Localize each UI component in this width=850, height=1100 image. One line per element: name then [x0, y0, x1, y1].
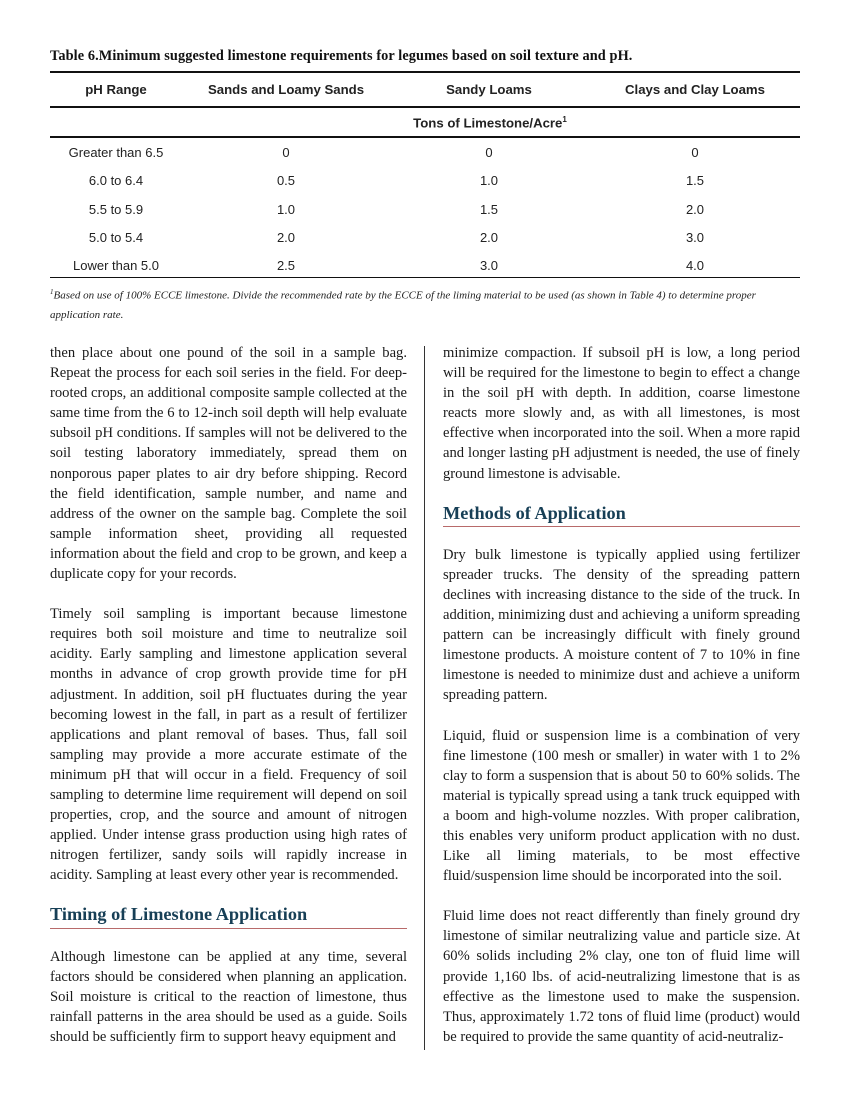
cell-sandy-loams: 1.0	[479, 173, 499, 188]
table-top-rule	[50, 71, 800, 73]
cell-ph: 5.0 to 5.4	[88, 230, 144, 245]
body-paragraph: then place about one pound of the soil in a sample bag. Repeat the process for each soil series in the field. For deep-rooted crops, an additional composite sample collected at the same time from the 6 to 12-inch soil depth will help evaluate subsoil pH conditions. If samples will not be delivered to the soil testing laboratory immediately, spread them on nonporous paper plates to air dry before shipping. Record the field identification, sample number, and name and address of the owner on the sample bag. Complete the soil sample information sheet, providing all requested information about the field and crop to be grown, and keep a duplicate copy for your records.	[50, 345, 407, 583]
header-rule	[50, 106, 800, 108]
cell-sands: 2.5	[276, 258, 296, 273]
header-sandy-loams: Sandy Loams	[446, 82, 532, 97]
cell-sandy-loams: 0	[485, 145, 493, 160]
right-column	[443, 343, 800, 1047]
header-clays: Clays and Clay Loams	[625, 82, 765, 97]
cell-sandy-loams: 1.5	[479, 202, 499, 217]
body-paragraph: Although limestone can be applied at any time, several factors should be considered when planning an application. Soil moisture is critical to the reaction of limestone, thus rainfall patterns in the area should be used as a guide. Soils should be sufficiently firm to support heavy equipment and	[50, 948, 407, 1045]
left-column	[50, 343, 407, 1047]
cell-ph: Lower than 5.0	[72, 258, 159, 273]
header-sands: Sands and Loamy Sands	[207, 82, 365, 97]
body-paragraph: Dry bulk limestone is typically applied using fertilizer spreader trucks. The density of the spreading pattern declines with increasing distance to the side of the truck. In addition, minimizing dust and achieving a uniform spreading pattern can be increasingly difficult with finely ground limestone products. A moisture content of 7 to 10% in fine limestone is needed to minimize dust and achieve a uniform spreading pattern.	[443, 546, 800, 704]
body-paragraph: Timely soil sampling is important because limestone requires both soil moisture and time to neutralize soil acidity. Early sampling and limestone application several months in advance of crop growth provide time for pH adjustment. In addition, soil pH fluctuates during the year becoming lowest in the fall, in part as a result of fertilizer applications and plant removal of bases. Thus, fall soil sampling may provide a more accurate estimate of the minimum pH that will occur in a field. Frequency of soil sampling to determine lime requirement will depend on soil properties, crop, and the source and amount of nitrogen applied. Under intense grass production using high rates of nitrogen fertilizer, sandy soils will rapidly increase in acidity. Sampling at least every other year is recommended.	[50, 606, 407, 884]
cell-clays: 4.0	[685, 258, 705, 273]
body-paragraph: Liquid, fluid or suspension lime is a combination of very fine limestone (100 mesh or smaller) in water with 1 to 2% clay to form a suspension that is about 50 to 60% solids. The material is typically spread using a tank truck equipped with a boom and high-volume nozzles. With proper calibration, this enables very uniform product application with no dust. Like all liming materials, to be most effective fluid/suspension lime should be incorporated into the soil.	[443, 727, 800, 885]
cell-sandy-loams: 3.0	[479, 258, 499, 273]
section-heading-timing: Timing of Limestone Application	[50, 904, 407, 928]
cell-ph: 5.5 to 5.9	[88, 202, 144, 217]
cell-clays: 0	[691, 145, 699, 160]
cell-sands: 1.0	[276, 202, 296, 217]
section-heading-methods: Methods of Application	[443, 503, 800, 527]
table-caption: Table 6.Minimum suggested limestone requirements for legumes based on soil texture and pH.	[50, 48, 633, 64]
body-paragraph: minimize compaction. If subsoil pH is low, a long period will be required for the limestone to begin to effect a change in the soil pH with depth. In addition, coarse limestone reacts more slowly and, as with all limestones, is most effective when incorporated into the soil. When a more rapid and longer lasting pH adjustment is needed, the use of finely ground limestone is advisable.	[443, 345, 800, 482]
subheader-rule	[50, 136, 800, 138]
cell-clays: 1.5	[685, 173, 705, 188]
cell-sands: 0.5	[276, 173, 296, 188]
table-footnote: $^1$Based on use of 100% ECCE limestone. Divide the recommended rate by the ECCE of the liming material to be used (as shown in Table 4) to determine proper application rate.	[50, 288, 756, 321]
body-paragraph: Fluid lime does not react differently than finely ground dry limestone of similar neutralizing value and particle size. At 60% solids including 2% clay, one ton of fluid lime will provide 1,160 lbs. of acid-neutralizing limestone that is as effective as the limestone used to make the suspension. Thus, approximately 1.72 tons of fluid lime (product) would be required to provide the same quantity of acid-neutraliz-	[443, 908, 800, 1045]
cell-ph: Greater than 6.5	[68, 145, 164, 160]
table-subheader: Tons of Limestone/Acre$^1$	[413, 115, 567, 131]
column-divider	[424, 346, 425, 1050]
header-ph-range: pH Range	[85, 82, 147, 97]
cell-clays: 3.0	[685, 230, 705, 245]
cell-sands: 2.0	[276, 230, 296, 245]
table-bottom-rule	[50, 277, 800, 278]
cell-sandy-loams: 2.0	[479, 230, 499, 245]
cell-sands: 0	[282, 145, 290, 160]
cell-ph: 6.0 to 6.4	[88, 173, 144, 188]
cell-clays: 2.0	[685, 202, 705, 217]
